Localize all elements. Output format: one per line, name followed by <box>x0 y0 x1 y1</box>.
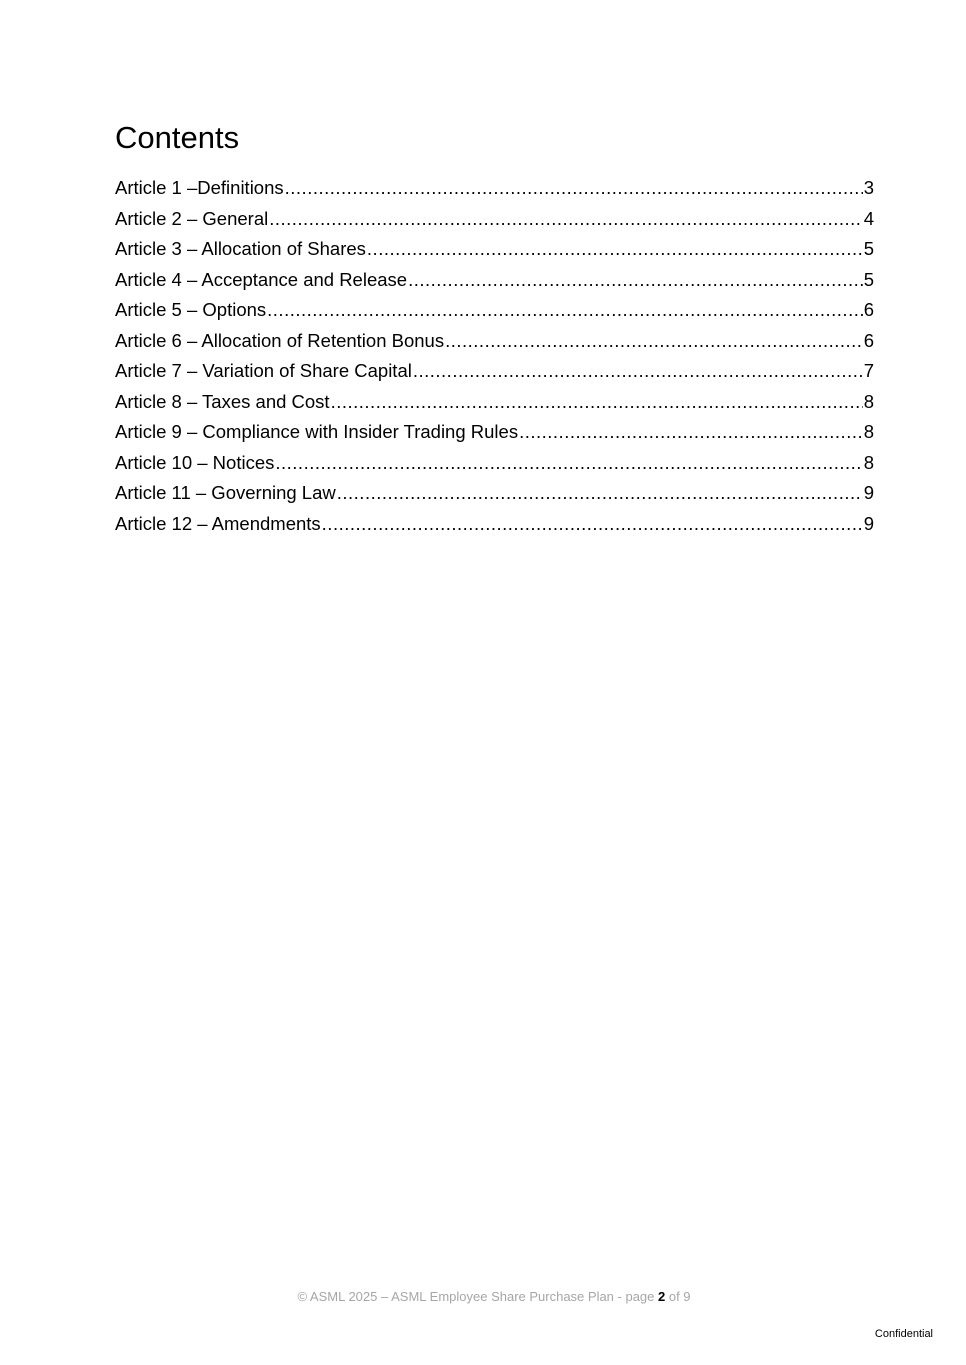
toc-entry-article-3[interactable] <box>115 234 874 265</box>
toc-entry-title: Article 3 – Allocation of Shares <box>115 238 366 259</box>
toc-entry-title: Article 8 – Taxes and Cost <box>115 390 330 412</box>
toc-dot-leader <box>322 509 863 540</box>
toc-dot-leader <box>275 448 862 479</box>
footer-current-page: 2 <box>658 1289 666 1304</box>
toc-entry-article-4[interactable] <box>115 265 874 296</box>
toc-entry-page-number: 3 <box>863 177 874 198</box>
toc-entry-article-5[interactable] <box>115 295 874 326</box>
toc-entry-page-number: 6 <box>863 299 874 320</box>
toc-entry-page-number: 8 <box>863 421 874 442</box>
table-of-contents <box>115 173 874 539</box>
page-title: Contents <box>115 120 240 155</box>
toc-entry-page-number: 9 <box>863 482 874 503</box>
toc-entry-title: Article 5 – Options <box>115 299 267 320</box>
toc-entry-article-1[interactable] <box>115 173 874 204</box>
footer-total-pages: of 9 <box>665 1289 691 1304</box>
toc-entry-article-11[interactable] <box>115 478 874 509</box>
toc-entry-title: Article 9 – Compliance with Insider Trading Rules <box>115 421 519 442</box>
toc-dot-leader <box>269 204 862 235</box>
toc-dot-leader <box>519 417 863 448</box>
toc-entry-page-number: 5 <box>863 238 874 259</box>
toc-entry-page-number: 8 <box>863 451 874 473</box>
page-footer <box>0 1288 966 1306</box>
toc-entry-title: Article 7 – Variation of Share Capital <box>115 360 412 381</box>
toc-entry-page-number: 4 <box>863 207 874 229</box>
classification-label: Confidential <box>874 1328 933 1340</box>
toc-entry-article-2[interactable] <box>115 204 874 235</box>
toc-entry-article-7[interactable] <box>115 356 874 387</box>
toc-dot-leader <box>408 265 863 296</box>
toc-entry-article-9[interactable] <box>115 417 874 448</box>
toc-entry-page-number: 7 <box>863 360 874 381</box>
toc-dot-leader <box>285 173 863 204</box>
toc-entry-title: Article 2 – General <box>115 207 269 229</box>
toc-entry-article-12[interactable] <box>115 509 874 540</box>
toc-entry-title: Article 4 – Acceptance and Release <box>115 268 408 290</box>
toc-entry-article-10[interactable] <box>115 448 874 479</box>
toc-dot-leader <box>367 234 863 265</box>
toc-entry-title: Article 6 – Allocation of Retention Bonus <box>115 329 445 351</box>
toc-dot-leader <box>413 356 863 387</box>
toc-entry-page-number: 5 <box>863 268 874 290</box>
toc-dot-leader <box>267 295 863 326</box>
toc-entry-title: Article 10 – Notices <box>115 451 275 473</box>
toc-dot-leader <box>445 326 863 357</box>
toc-entry-article-6[interactable] <box>115 326 874 357</box>
toc-dot-leader <box>337 478 863 509</box>
toc-entry-page-number: 6 <box>863 329 874 351</box>
toc-entry-title: Article 11 – Governing Law <box>115 482 336 503</box>
toc-entry-page-number: 8 <box>863 390 874 412</box>
toc-dot-leader <box>331 387 863 418</box>
toc-entry-article-8[interactable] <box>115 387 874 418</box>
toc-entry-title: Article 12 – Amendments <box>115 512 321 534</box>
toc-entry-title: Article 1 –Definitions <box>115 177 284 198</box>
footer-copyright-text: © ASML 2025 – ASML Employee Share Purchase Plan - page <box>297 1289 658 1304</box>
toc-entry-page-number: 9 <box>863 512 874 534</box>
